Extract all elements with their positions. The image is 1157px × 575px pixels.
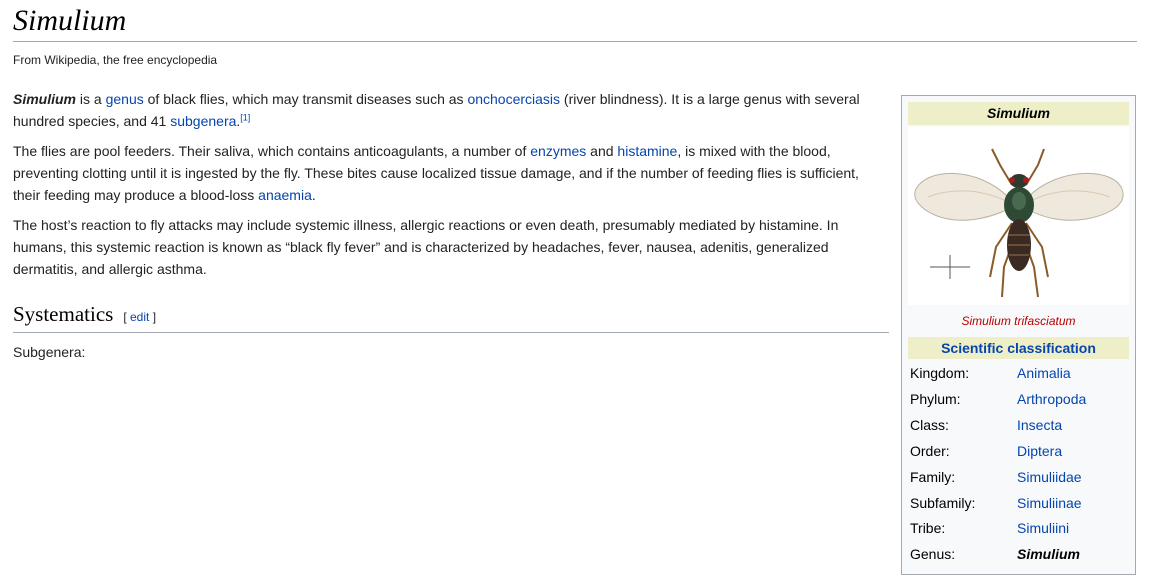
link-histamine[interactable]: histamine (617, 143, 678, 159)
rank-value-link[interactable]: Arthropoda (1017, 391, 1087, 407)
rank-label: Phylum: (910, 391, 961, 407)
black-fly-image[interactable] (908, 127, 1129, 305)
rank-label: Genus: (910, 546, 956, 562)
taxobox-caption: Simulium trifasciatum (961, 314, 1076, 328)
bracket-open: [ (123, 310, 130, 324)
edit-section (123, 310, 156, 324)
taxobox-row-kingdom (910, 362, 1130, 384)
taxobox-title: Simulium (908, 102, 1129, 125)
taxobox-row-subfamily (910, 492, 1130, 514)
rank-label: Subfamily: (910, 495, 976, 511)
paragraph-intro (13, 88, 889, 132)
bracket-close: ] (149, 310, 157, 324)
link-onchocerciasis[interactable]: onchocerciasis (467, 91, 561, 107)
text-span: (river blindness). It is a large genus with several hundred species, and 41 (13, 91, 860, 129)
link-anaemia[interactable]: anaemia (258, 187, 312, 203)
article-content (13, 88, 889, 363)
taxobox-row-class (910, 414, 1130, 436)
rank-value-current: Simulium (1017, 546, 1081, 562)
tagline: From Wikipedia, the free encyclopedia (13, 53, 218, 67)
text-span: . (236, 113, 241, 129)
link-genus[interactable]: genus (105, 91, 144, 107)
rank-value-link[interactable]: Diptera (1017, 443, 1063, 459)
edit-link[interactable]: edit (130, 310, 150, 324)
rank-value-link[interactable]: Animalia (1017, 365, 1071, 381)
rank-label: Tribe: (910, 520, 946, 536)
section-heading-systematics (13, 301, 889, 333)
section-title: Systematics (13, 302, 114, 326)
link-subgenera[interactable]: subgenera (170, 113, 237, 129)
text-span: , is mixed with the blood, preventing clotting until it is ingested by the fly. These bites cause localized tissue damage, and if the number of feeding flies is sufficient, their feeding may produce a blood-loss (13, 143, 859, 203)
link-enzymes[interactable]: enzymes (530, 143, 587, 159)
page-title: Simulium (13, 3, 1137, 42)
taxobox (901, 95, 1136, 575)
text-span: The flies are pool feeders. Their saliva, which contains anticoagulants, a number of (13, 143, 531, 159)
taxobox-row-family (910, 466, 1130, 488)
subgenera-label: Subgenera: (13, 344, 86, 360)
rank-label: Class: (910, 417, 949, 433)
black-fly-illustration (908, 127, 1129, 305)
paragraph-reaction: The host’s reaction to fly attacks may include systemic illness, allergic reactions or even death, presumably mediated by histamine. In humans, this systemic reaction is known as “black fly fever” and is characterized by headaches, fever, nausea, adenitis, generalized dermatitis, and allergic asthma. (13, 217, 839, 277)
rank-label: Order: (910, 443, 950, 459)
rank-value-link[interactable]: Simuliinae (1017, 495, 1082, 511)
scientific-classification-link[interactable]: Scientific classification (908, 337, 1129, 359)
taxobox-row-tribe (910, 517, 1130, 539)
taxobox-row-order (910, 440, 1130, 462)
reference-1[interactable]: [1] (240, 112, 251, 123)
rank-label: Family: (910, 469, 956, 485)
paragraph-feeding (13, 140, 889, 206)
text-span: is a (76, 91, 106, 107)
taxobox-row-genus (910, 543, 1130, 565)
text-span: of black flies, which may transmit diseases such as (143, 91, 468, 107)
article-term: Simulium (13, 91, 77, 107)
text-span: and (586, 143, 618, 159)
rank-value-link[interactable]: Simuliidae (1017, 469, 1082, 485)
rank-value-link[interactable]: Simuliini (1017, 520, 1070, 536)
rank-label: Kingdom: (910, 365, 970, 381)
taxobox-row-phylum (910, 388, 1130, 410)
text-span: . (311, 187, 316, 203)
rank-value-link[interactable]: Insecta (1017, 417, 1063, 433)
